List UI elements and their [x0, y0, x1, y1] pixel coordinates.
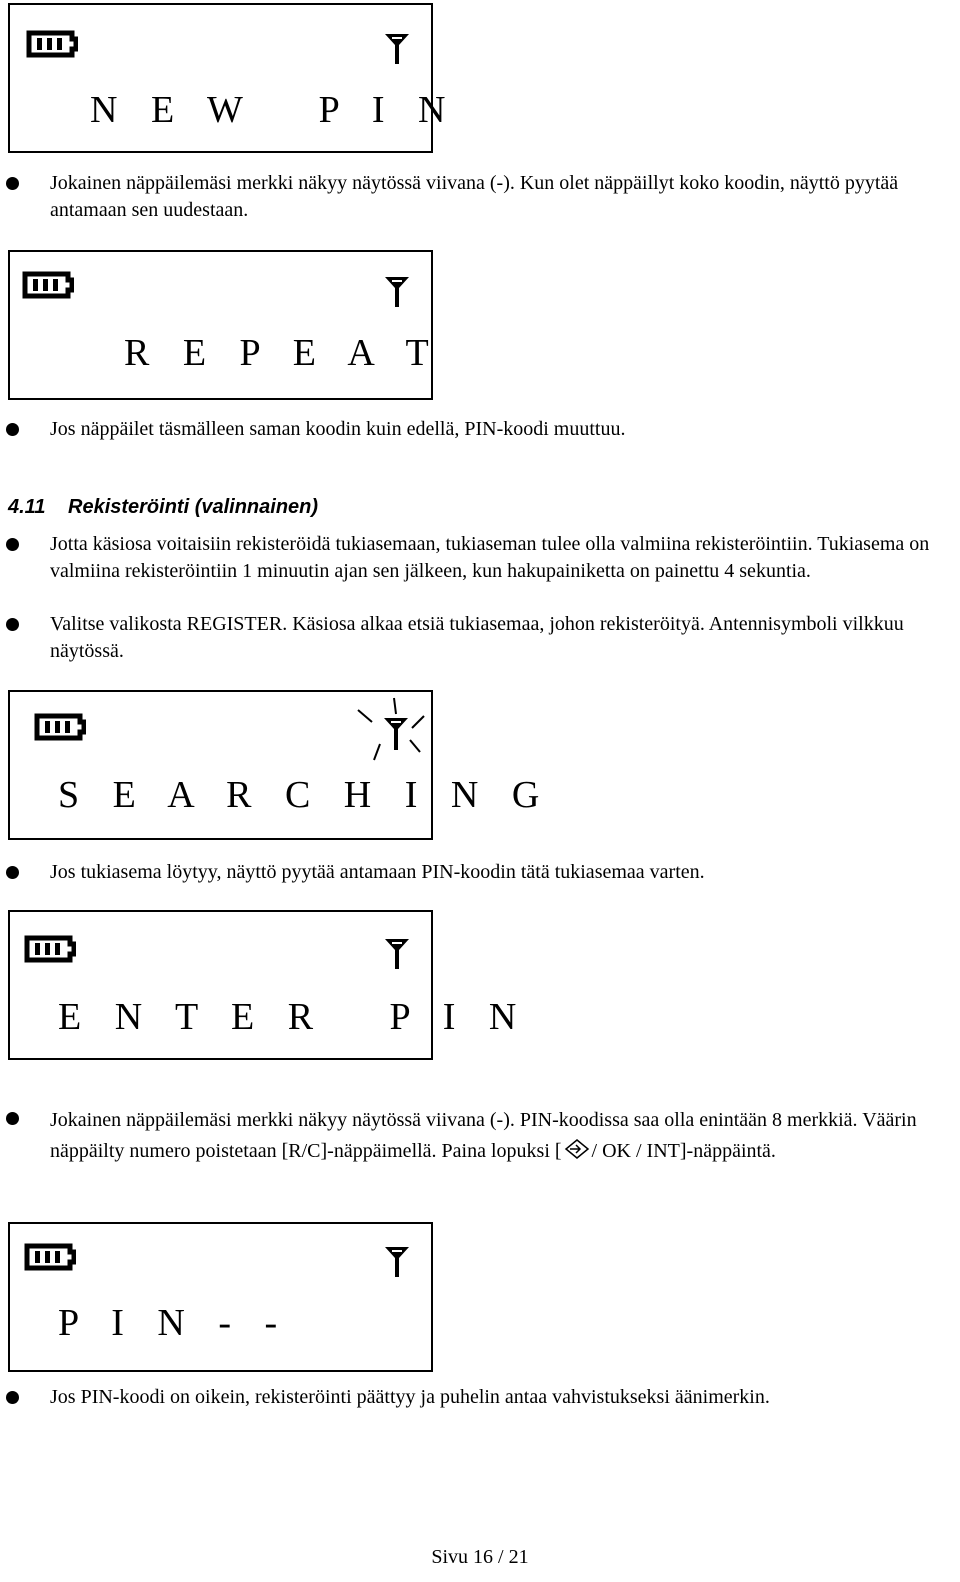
bullet-icon: [6, 618, 19, 631]
section-title: Rekisteröinti (valinnainen): [68, 496, 319, 518]
bullet-icon: [6, 866, 19, 879]
bullet-icon: [6, 177, 19, 190]
talk-key-icon: [564, 1138, 590, 1160]
lcd-display-repeat: [8, 250, 441, 400]
lcd-display-searching: [8, 690, 552, 840]
lcd-display-enter-pin: [8, 910, 529, 1060]
page-footer: Sivu 16 / 21: [431, 1546, 529, 1568]
antenna-icon: [383, 1244, 411, 1278]
paragraph: Jos näppäilet täsmälleen saman koodin kuin edellä, PIN-koodi muuttuu.: [50, 418, 626, 440]
paragraph-text: / OK / INT]-näppäintä.: [591, 1140, 776, 1162]
paragraph: Jokainen näppäilemäsi merkki näkyy näytössä viivana (-). Kun olet näppäillyt koko koodin, näyttö pyytää antamaan sen uudestaan.: [50, 172, 899, 221]
lcd-text: P I N - -: [58, 1302, 290, 1344]
bullet-icon: [6, 538, 19, 551]
bullet-icon: [6, 1112, 19, 1125]
paragraph: Jotta käsiosa voitaisiin rekisteröidä tukiasemaan, tukiaseman tulee olla valmiina rekisteröintiin. Tukiasema on valmiina rekisteröintiin 1 minuutin ajan sen jälkeen, kun hakupainiketta on painettu 4 sekuntia.: [50, 533, 930, 582]
battery-icon: [24, 1242, 76, 1272]
lcd-text: E N T E R P I N: [58, 996, 529, 1038]
section-heading: [8, 494, 318, 521]
paragraph: Jos tukiasema löytyy, näyttö pyytää antamaan PIN-koodin tätä tukiasemaa varten.: [50, 861, 705, 883]
antenna-icon: [383, 936, 411, 970]
antenna-blinking-icon: [350, 694, 430, 764]
bullet-icon: [6, 423, 19, 436]
battery-icon: [26, 29, 78, 59]
battery-icon: [22, 270, 74, 300]
paragraph: Jos PIN-koodi on oikein, rekisteröinti päättyy ja puhelin antaa vahvistukseksi äänimerkin.: [50, 1386, 770, 1408]
lcd-display-pin-entry: [8, 1222, 433, 1372]
section-number: 4.11: [8, 496, 46, 518]
lcd-text: N E W P I N: [90, 89, 458, 131]
paragraph: [50, 1105, 955, 1167]
antenna-icon: [383, 31, 411, 65]
lcd-text: R E P E A T: [124, 332, 441, 374]
paragraph-text: Jokainen näppäilemäsi merkki näkyy näytössä viivana (-). PIN-koodissa saa olla enintään 8 merkkiä. Väärin näppäilty numero poistetaan [R/C]-näppäimellä. Paina lopuksi [: [50, 1109, 917, 1162]
antenna-icon: [383, 274, 411, 308]
lcd-text: S E A R C H I N G: [58, 774, 552, 816]
battery-icon: [34, 712, 86, 742]
battery-icon: [24, 934, 76, 964]
paragraph: Valitse valikosta REGISTER. Käsiosa alkaa etsiä tukiasemaa, johon rekisteröityä. Antennisymboli vilkkuu näytössä.: [50, 613, 904, 662]
bullet-icon: [6, 1391, 19, 1404]
lcd-display-new-pin: [8, 3, 458, 153]
